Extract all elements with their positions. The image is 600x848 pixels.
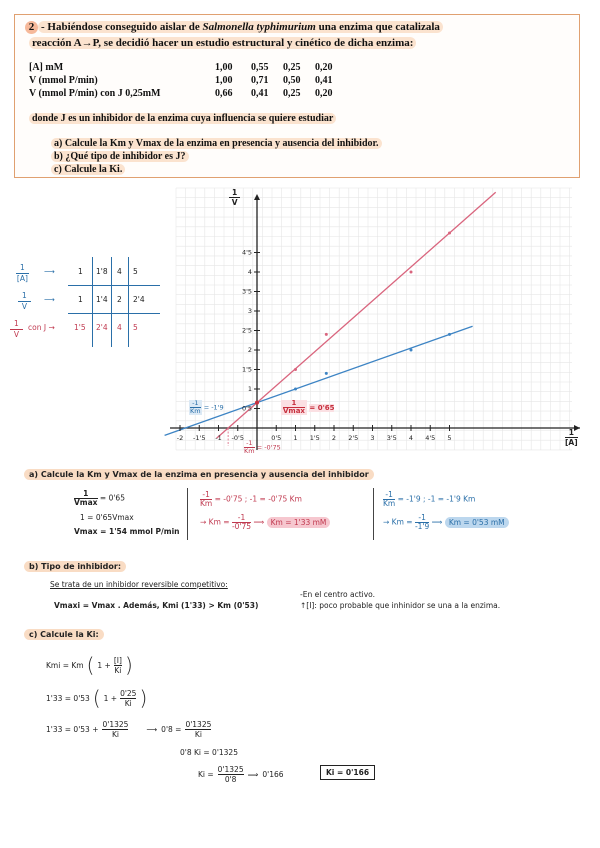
data-row-label: V (mmol P/min) con J 0,25mM xyxy=(29,88,161,99)
inhibitor-type-statement: Se trata de un inhibidor reversible competitivo: xyxy=(50,580,228,589)
table-cell: 5 xyxy=(133,323,138,332)
vmax-eq-2: 1 = 0'65Vmax xyxy=(80,513,134,522)
section-a-divider xyxy=(373,488,374,540)
point-no-inhibitor xyxy=(325,372,328,375)
data-cell: 0,71 xyxy=(251,75,269,86)
table-cell: 1'4 xyxy=(96,295,108,304)
ki-eq1-lhs: Kmi = Km xyxy=(46,660,84,670)
section-b-title xyxy=(24,562,126,571)
problem-number: 2 xyxy=(25,21,38,34)
section-a-divider xyxy=(187,488,188,540)
problem-line-2 xyxy=(29,37,416,49)
ki-final-result xyxy=(320,768,375,777)
data-cell: 0,25 xyxy=(283,88,301,99)
y-intercept-marker xyxy=(255,401,259,405)
y-tick-label: 2 xyxy=(247,346,252,354)
table-cell: 1'8 xyxy=(96,267,108,276)
km-sol-pre: → Km = xyxy=(383,517,413,527)
data-cell: 0,66 xyxy=(215,88,233,99)
ki-eq5-result: 0'166 xyxy=(262,769,284,779)
y-intercept-label: 1 Vmax = 0'65 xyxy=(283,399,335,415)
questions-list xyxy=(51,137,382,176)
section-c-title-text: c) Calcule la Ki: xyxy=(24,629,104,640)
y-tick-label: 4'5 xyxy=(241,248,252,257)
inhibitor-line-text: donde J es un inhibidor de la enzima cuya influencia se quiere estudiar xyxy=(29,113,336,124)
data-cell: 1,00 xyxy=(215,62,233,73)
vmax-eq-1: = 0'65 xyxy=(99,493,125,503)
y-tick-label: 2'5 xyxy=(241,326,252,335)
table-cell: 2 xyxy=(117,295,122,304)
y-tick-label: 4 xyxy=(247,268,252,276)
inhibitor-suffix: con J → xyxy=(28,323,55,332)
arrow-icon: ⟹ xyxy=(431,517,443,527)
ki-eq-2: 1'33 = 0'53 ( 1 + $\frac{0'25}{Ki}$ ) xyxy=(46,686,148,710)
pink-x-intercept-value: = -0'75 xyxy=(256,443,281,452)
section-c-title xyxy=(24,630,104,639)
x-tick-label: 2'5 xyxy=(348,434,359,442)
x-tick-label: 2 xyxy=(331,434,337,442)
y-axis-arrow xyxy=(254,194,260,200)
km-inhibitor-result: Km = 1'33 mM xyxy=(267,517,331,528)
x-tick-label: -2 xyxy=(176,434,184,442)
question-c: c) Calcule la Ki. xyxy=(51,164,125,175)
arrow-icon: ⟶ xyxy=(146,724,158,734)
y-intercept-value: = 0'65 xyxy=(309,403,335,412)
data-cell: 0,20 xyxy=(315,62,333,73)
question-b: b) ¿Qué tipo de inhibidor es J? xyxy=(51,151,189,162)
section-a-title xyxy=(24,470,374,479)
x-tick-label: 3'5 xyxy=(386,434,397,442)
vmax-calc: 1 Vmax = 0'65 1 = 0'65Vmax Vmax = 1'54 mmol P/min xyxy=(74,489,180,536)
problem-statement-box xyxy=(14,14,580,178)
point-no-inhibitor xyxy=(448,333,451,336)
ki-eq3b-lhs: 0'8 = xyxy=(161,724,182,734)
problem-line-1 xyxy=(25,21,443,34)
inhibitor-note-2: ↑[I]: poco probable que inhinidor se una a la enzima. xyxy=(300,601,501,610)
data-row-a xyxy=(29,61,359,74)
km-result: Km = 0'53 mM xyxy=(445,517,509,528)
problem-line1-post: una enzima que catalizala xyxy=(315,21,440,33)
point-with-inhibitor xyxy=(294,368,297,371)
x-tick-label: 5 xyxy=(447,434,452,442)
x-tick-label: 3 xyxy=(370,434,375,442)
vmax-result: Vmax = 1'54 mmol P/min xyxy=(74,527,180,536)
point-with-inhibitor xyxy=(410,271,413,274)
table-cell: 1 xyxy=(78,267,83,276)
table-cell: 2'4 xyxy=(133,295,145,304)
ki-result-box: Ki = 0'166 xyxy=(320,765,375,780)
data-cell: 1,00 xyxy=(215,75,233,86)
data-row-label: V (mmol P/min) xyxy=(29,75,98,86)
ki-eq2-lhs: 1'33 = 0'53 xyxy=(46,693,90,703)
blue-x-intercept-label: $\frac{-1}{Km}$ = -1'9 xyxy=(190,399,224,415)
problem-line2-text: reacción A→P, se decidió hacer un estudio estructural y cinético de dicha enzima: xyxy=(29,37,416,49)
data-cell: 0,41 xyxy=(315,75,333,86)
inhibitor-note-1: -En el centro activo. xyxy=(300,590,376,599)
x-tick-label: 4 xyxy=(408,434,414,442)
inhibitor-line xyxy=(29,113,336,124)
km-inhibitor-eq: = -0'75 ; -1 = -0'75 Km xyxy=(214,494,302,504)
ki-eq5-lhs: Ki = xyxy=(198,769,214,779)
chart-y-label: 1 V xyxy=(229,188,240,207)
arrow-icon: ⟶ xyxy=(44,295,55,304)
x-tick-label: -1'5 xyxy=(193,434,206,442)
organism-name: Salmonella typhimurium xyxy=(202,21,316,33)
label-1-over-a: 1 [A] xyxy=(16,263,28,283)
table-cell: 5 xyxy=(133,267,138,276)
y-tick-label: 3 xyxy=(247,307,252,315)
arrow-icon: ⟹ xyxy=(253,517,265,527)
inhibitor-type-formula: Vmaxi = Vmax . Además, Kmi (1'33) > Km (0'53) xyxy=(54,601,259,610)
ki-eq3-lhs: 1'33 = 0'53 + xyxy=(46,724,99,734)
label-1-over-v-inhibitor: 1 V xyxy=(10,319,23,340)
data-cell: 0,20 xyxy=(315,88,333,99)
label-1-over-v: 1 V xyxy=(18,291,31,312)
ki-eq-3: 1'33 = 0'53 + $\frac{0'1325}{Ki}$ ⟶ 0'8 = $\frac{0'1325}{Ki}$ xyxy=(46,719,212,739)
data-table xyxy=(29,61,359,100)
line-no-inhibitor xyxy=(165,326,473,435)
point-with-inhibitor xyxy=(448,232,451,235)
x-tick-label: 1'5 xyxy=(309,434,320,442)
data-row-vj xyxy=(29,87,359,100)
y-tick-label: 3'5 xyxy=(241,287,252,296)
data-cell: 0,41 xyxy=(251,88,269,99)
table-cell: 4 xyxy=(117,323,122,332)
section-b-title-text: b) Tipo de inhibidor: xyxy=(24,561,126,572)
lineweaver-burk-chart xyxy=(0,180,600,470)
y-tick-label: 1'5 xyxy=(241,365,252,374)
ki-eq-4: 0'8 Ki = 0'1325 xyxy=(180,748,238,757)
data-row-label: [A] mM xyxy=(29,62,64,73)
ki-eq-1: Kmi = Km ( 1 + $\frac{[I]}{Ki}$ ) xyxy=(46,653,133,677)
data-cell: 0,50 xyxy=(283,75,301,86)
point-no-inhibitor xyxy=(294,388,297,391)
x-tick-label: -0'5 xyxy=(231,434,244,442)
x-tick-label: 4'5 xyxy=(425,434,436,442)
km-inhibitor-calc: $\frac{-1}{Km}$ = -0'75 ; -1 = -0'75 Km → Km = $\frac{-1}{-0'75}$ ⟹ Km = 1'33 mM xyxy=(200,491,330,531)
question-a: a) Calcule la Km y Vmax de la enzima en presencia y ausencia del inhibidor. xyxy=(51,138,382,149)
section-a-title-text: a) Calcule la Km y Vmax de la enzima en presencia y ausencia del inhibidor xyxy=(24,469,374,480)
table-cell: 4 xyxy=(117,267,122,276)
data-row-v xyxy=(29,74,359,87)
table-cell: 1 xyxy=(78,295,83,304)
km-calc: $\frac{-1}{Km}$ = -1'9 ; -1 = -1'9 Km → Km = $\frac{-1}{-1'9}$ ⟹ Km = 0'53 mM xyxy=(383,491,509,531)
data-cell: 0,25 xyxy=(283,62,301,73)
table-cell: 2'4 xyxy=(96,323,108,332)
arrow-icon: ⟹ xyxy=(247,769,259,779)
y-tick-label: 1 xyxy=(247,385,252,393)
problem-line1-pre: - Habiéndose conseguido aislar de xyxy=(41,21,203,33)
ki-eq-5: Ki = $\frac{0'1325}{0'8}$ ⟹ 0'166 xyxy=(198,764,284,784)
table-cell: 1'5 xyxy=(74,323,86,332)
arrow-icon: ⟶ xyxy=(44,267,55,276)
x-tick-label: 0'5 xyxy=(271,434,282,442)
km-inhibitor-sol-pre: → Km = xyxy=(200,517,230,527)
x-tick-label: 1 xyxy=(293,434,298,442)
point-with-inhibitor xyxy=(325,333,328,336)
pink-x-intercept-label: $\frac{-1}{Km}$ = -0'75 xyxy=(244,439,281,455)
chart-x-label: 1 [A] xyxy=(565,428,578,447)
km-eq: = -1'9 ; -1 = -1'9 Km xyxy=(397,494,476,504)
x-tick-label: -1 xyxy=(215,434,222,442)
point-no-inhibitor xyxy=(410,349,413,352)
blue-x-intercept-value: = -1'9 xyxy=(203,403,224,412)
y-tick-label: 0'5 xyxy=(241,404,252,413)
data-cell: 0,55 xyxy=(251,62,269,73)
